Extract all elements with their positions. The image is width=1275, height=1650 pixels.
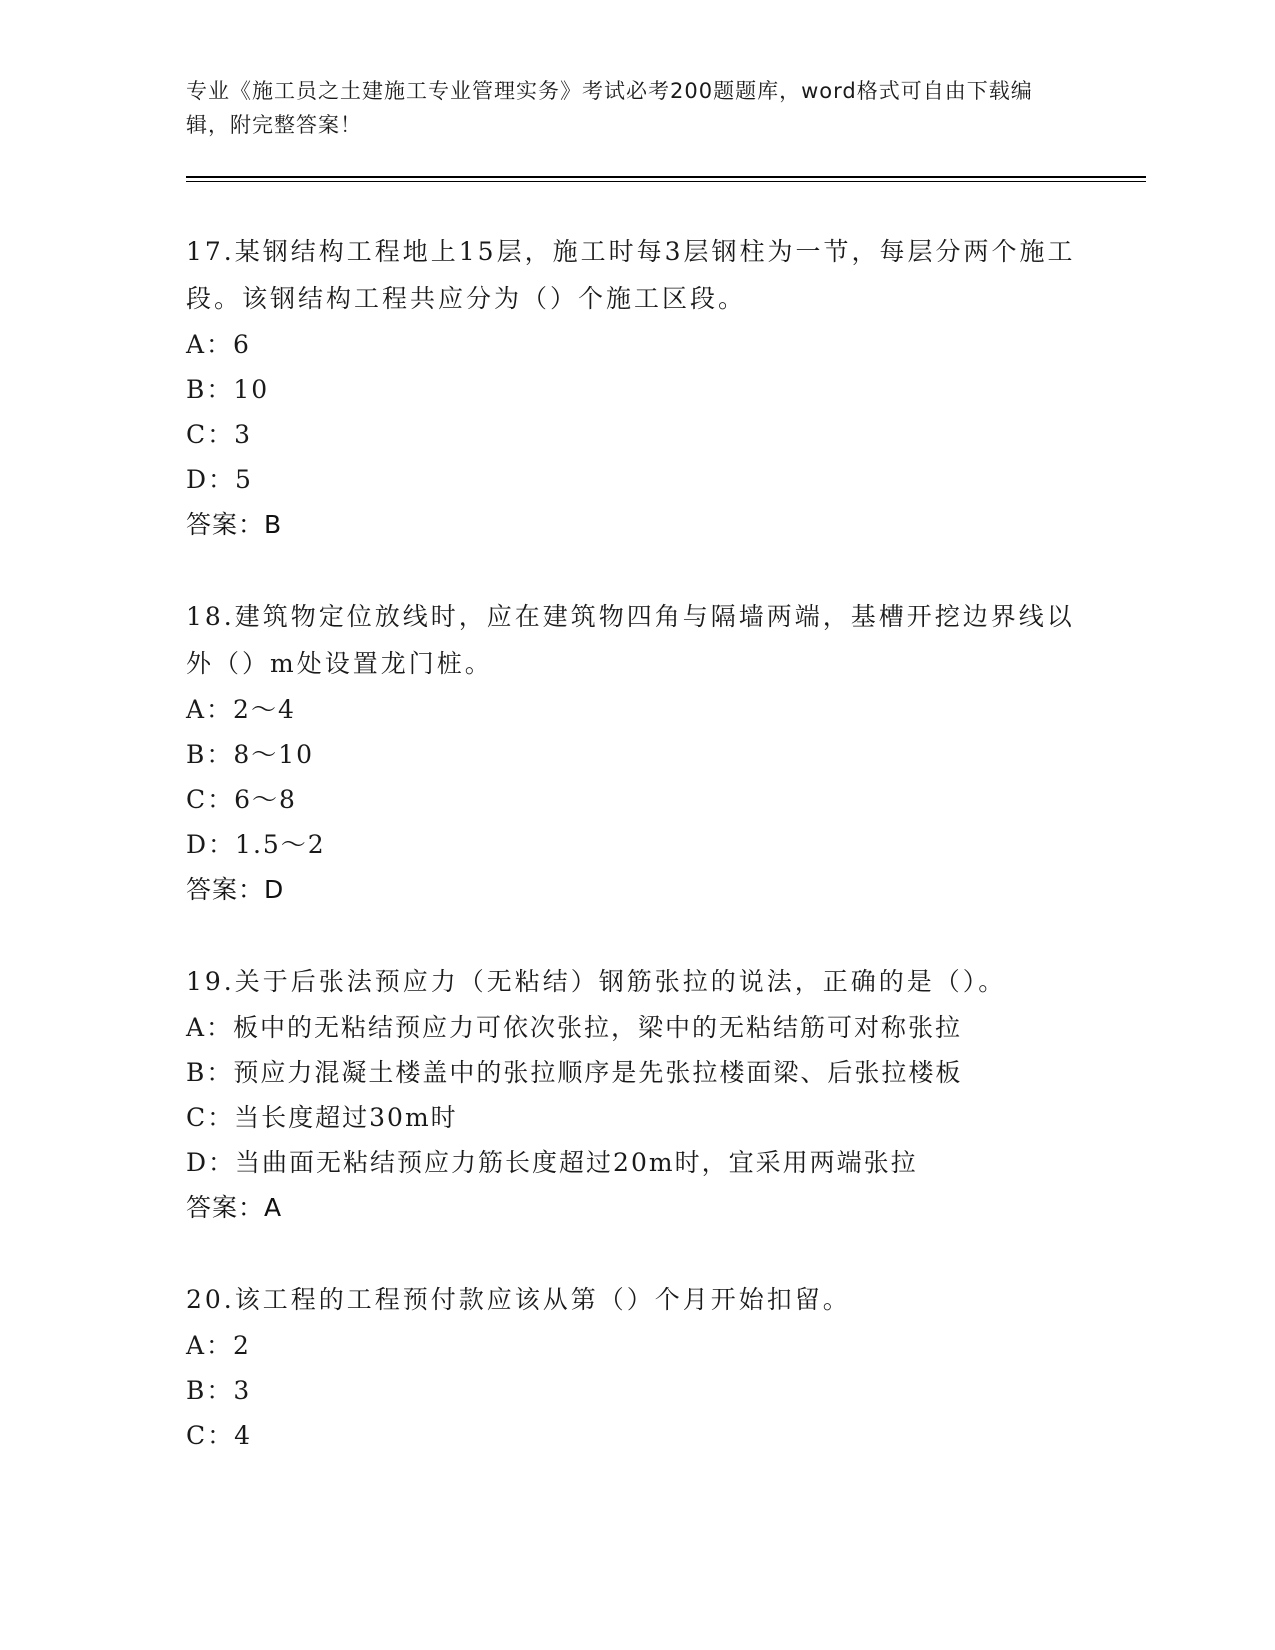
- question-20: [186, 1276, 1086, 1458]
- option-b: B：预应力混凝土楼盖中的张拉顺序是先张拉楼面梁、后张拉楼板: [186, 1058, 963, 1087]
- option-c: C：6～8: [186, 785, 297, 814]
- option-b: B：3: [186, 1376, 252, 1405]
- question-19: [186, 958, 1086, 1231]
- option-c: C：3: [186, 420, 253, 449]
- question-18: [186, 593, 1086, 913]
- option-c: C：当长度超过30m时: [186, 1103, 458, 1132]
- question-stem: 17.某钢结构工程地上15层，施工时每3层钢柱为一节，每层分两个施工段。该钢结构工程共应分为（）个施工区段。: [186, 237, 1076, 313]
- option-d: D：5: [186, 465, 253, 494]
- header-rule-thick: [186, 176, 1146, 178]
- question-17: [186, 228, 1086, 548]
- option-b: B：8～10: [186, 740, 315, 769]
- option-a: A：板中的无粘结预应力可依次张拉，梁中的无粘结筋可对称张拉: [186, 1013, 963, 1042]
- header-rule-thin: [186, 181, 1146, 182]
- option-d: D：当曲面无粘结预应力筋长度超过20m时，宜采用两端张拉: [186, 1148, 918, 1177]
- answer-line: 答案：D: [186, 875, 285, 904]
- option-d: D：1.5～2: [186, 830, 326, 859]
- document-header: 专业《施工员之土建施工专业管理实务》考试必考200题题库，word格式可自由下载编辑，附完整答案！: [186, 79, 1033, 137]
- question-list: [186, 228, 1086, 1458]
- question-stem: 18.建筑物定位放线时，应在建筑物四角与隔墙两端，基槽开挖边界线以外（）m处设置龙门桩。: [186, 602, 1075, 678]
- question-stem: 19.关于后张法预应力（无粘结）钢筋张拉的说法，正确的是（）。: [186, 967, 1007, 996]
- option-b: B：10: [186, 375, 270, 404]
- question-stem: 20.该工程的工程预付款应该从第（）个月开始扣留。: [186, 1285, 851, 1314]
- option-a: A：2～4: [186, 695, 296, 724]
- option-a: A：2: [186, 1331, 251, 1360]
- option-c: C：4: [186, 1421, 253, 1450]
- option-a: A：6: [186, 330, 251, 359]
- answer-line: 答案：B: [186, 510, 283, 539]
- answer-line: 答案：A: [186, 1193, 283, 1222]
